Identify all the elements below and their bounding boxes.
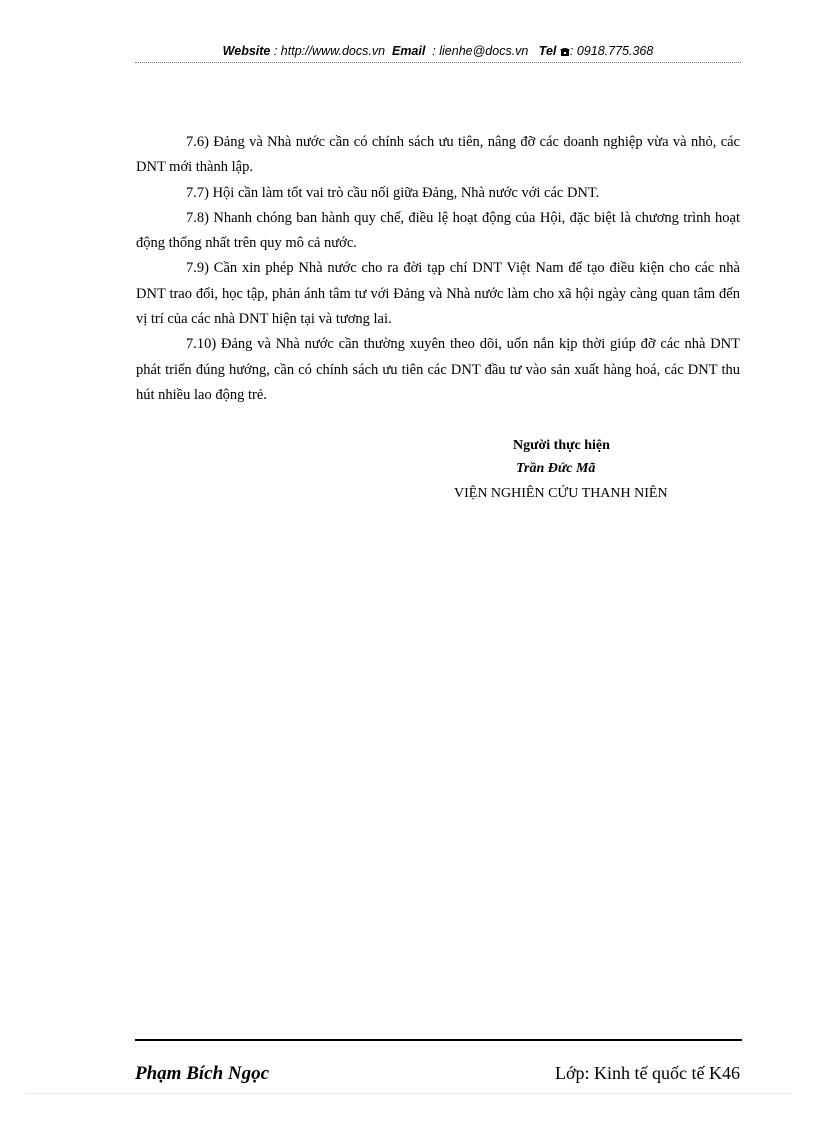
email-label: Email [391,44,426,58]
header-divider [135,62,741,63]
signature-organization: VIỆN NGHIÊN CỨU THANH NIÊN [454,486,668,501]
signature-name: Trần Đức Mã [516,461,596,476]
body-text [136,130,740,408]
paragraph-7-7: 7.7) Hội cần làm tốt vai trò cầu nối giữa Đảng, Nhà nước với các DNT. [186,184,600,201]
footer-author: Phạm Bích Ngọc [135,1063,270,1084]
footer-divider [135,1039,742,1041]
website-label: Website [222,44,271,58]
paragraph-7-8: 7.8) Nhanh chóng ban hành quy chế, điều lệ hoạt động của Hội, đặc biệt là chương trình hoạt động thống nhất trên quy mô cả nước. [136,209,740,252]
signature-role: Người thực hiện [513,438,610,453]
footer-class: Lớp: Kinh tế quốc tế K46 [555,1063,740,1083]
paragraph-7-6: 7.6) Đảng và Nhà nước cần có chính sách ưu tiên, nâng đỡ các doanh nghiệp vừa và nhỏ, các DNT mới thành lập. [136,134,740,176]
paragraph-7-9: 7.9) Cần xin phép Nhà nước cho ra đời tạp chí DNT Việt Nam để tạo điều kiện cho các nhà DNT trao đổi, học tập, phản ánh tâm tư với Đảng và Nhà nước làm cho xã hội ngày càng quan tâm đến vị trí của các nhà DNT hiện tại và tương lai. [136,260,740,328]
email-value: : lienhe@docs.vn [432,44,529,58]
website-value: : http://www.docs.vn [273,44,386,58]
tel-label: Tel [538,44,557,58]
page-header [135,44,741,58]
paragraph-7-10: 7.10) Đảng và Nhà nước cần thường xuyên theo dõi, uốn nắn kịp thời giúp đỡ các nhà DNT phát triển đúng hướng, cần có chính sách ưu tiên các DNT đầu tư vào sản xuất hàng hoá, các DNT thu hút nhiều lao động trẻ. [136,336,740,403]
phone-icon [560,47,570,56]
tel-value: : 0918.775.368 [569,44,654,58]
page-edge [24,1093,792,1094]
